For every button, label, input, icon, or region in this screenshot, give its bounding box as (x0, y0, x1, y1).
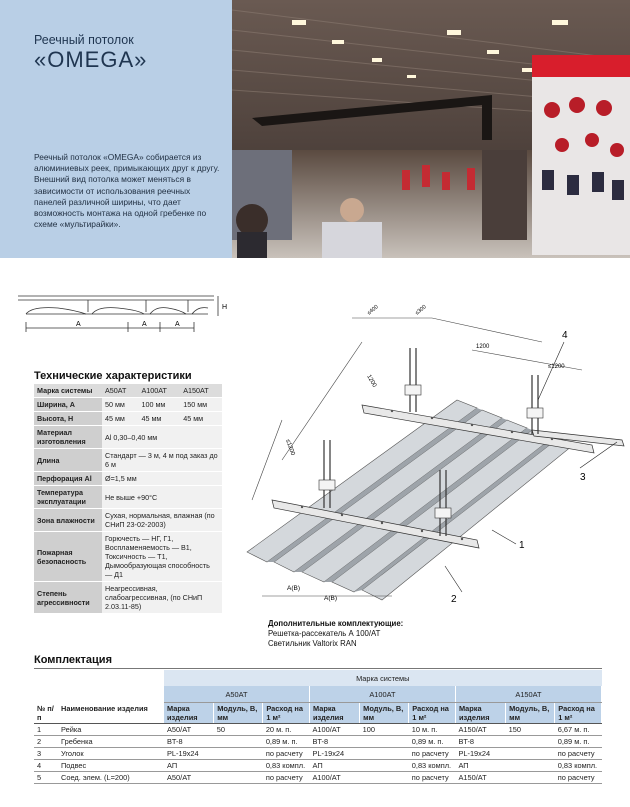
row-cell: 0,89 м. п. (555, 736, 602, 748)
tech-cell: 50 мм (102, 398, 138, 412)
intro-text (34, 152, 220, 230)
row-cell: BT-8 (455, 736, 505, 748)
row-cell: A100/AT (309, 772, 359, 784)
tech-row-width (34, 398, 222, 412)
iso-dim-2: ≤300 (414, 304, 428, 317)
col-header: Модуль, В, мм (360, 703, 409, 724)
tech-label: Перфорация Al (34, 472, 102, 486)
callout-4: 4 (562, 330, 568, 341)
col-header: Марка изделия (164, 703, 214, 724)
row-cell: по расчету (409, 748, 456, 760)
tech-label: Ширина, А (34, 398, 102, 412)
tech-label: Материал изготовления (34, 426, 102, 449)
tech-row-system (34, 384, 222, 398)
iso-dim-5: 1200 (365, 374, 378, 389)
row-cell: BT-8 (309, 736, 359, 748)
tech-cell: A50AT (102, 384, 138, 398)
row-cell (214, 748, 263, 760)
table-row (34, 760, 602, 772)
tech-cell: 45 мм (180, 412, 222, 426)
row-cell: A150/AT (455, 772, 505, 784)
row-cell: 100 (360, 724, 409, 736)
dim-label-a1: A (76, 321, 81, 328)
col-header: Расход на 1 м² (555, 703, 602, 724)
tech-value: Неагрессивная, слабоагрессивная, (по СНиП 2.03.11-85) (102, 582, 222, 614)
row-number: 3 (34, 748, 58, 760)
tech-row (34, 486, 222, 509)
row-cell: АП (455, 760, 505, 772)
komplekt-table (34, 670, 602, 784)
row-cell: 0,83 компл. (555, 760, 602, 772)
row-cell (506, 748, 555, 760)
intro-paragraph-1: Реечный потолок «OMEGA» собирается из алюминиевых реек, примыкающих друг к другу. (34, 152, 220, 174)
tech-value: Сухая, нормальная, влажная (по СНиП 23-02-2003) (102, 509, 222, 532)
dim-label-a2: A (142, 321, 147, 328)
row-cell (506, 736, 555, 748)
row-number: 5 (34, 772, 58, 784)
iso-dim-6: ≤1200 (284, 438, 296, 457)
col-header: Модуль, В, мм (214, 703, 263, 724)
tech-row (34, 426, 222, 449)
row-cell: 50 (214, 724, 263, 736)
tech-label: Марка системы (34, 384, 102, 398)
row-cell: 0,83 компл. (409, 760, 456, 772)
tech-cell: 45 мм (102, 412, 138, 426)
row-cell: PL-19x24 (309, 748, 359, 760)
extra-heading: Дополнительные комплектующие: (268, 619, 404, 628)
row-number: 2 (34, 736, 58, 748)
extra-line-2: Светильник Valtoriх RAN (268, 639, 357, 648)
row-cell (360, 748, 409, 760)
title-panel (0, 0, 232, 258)
table-row (34, 772, 602, 784)
row-cell (506, 760, 555, 772)
col-header: Модуль, В, мм (506, 703, 555, 724)
tech-cell: A150AT (180, 384, 222, 398)
row-name: Соед. элем. (L=200) (58, 772, 164, 784)
row-cell: АП (164, 760, 214, 772)
group-header: A50AT (164, 686, 309, 703)
tech-cell: 100 мм (138, 398, 180, 412)
row-cell: 0,83 компл. (263, 760, 310, 772)
system-label: Марка системы (164, 670, 602, 686)
row-cell: PL-19x24 (455, 748, 505, 760)
tech-row (34, 532, 222, 582)
row-cell: A50/AT (164, 772, 214, 784)
width-label-1: A(B) (287, 585, 300, 592)
tech-label: Степень агрессивности (34, 582, 102, 614)
callout-1: 1 (519, 540, 525, 551)
col-header: Расход на 1 м² (409, 703, 456, 724)
row-cell: 6,67 м. п. (555, 724, 602, 736)
extra-components (268, 619, 403, 649)
row-cell: A50/AT (164, 724, 214, 736)
row-cell: BT-8 (164, 736, 214, 748)
iso-dim-1: ≤400 (366, 304, 380, 317)
tech-label: Длина (34, 449, 102, 472)
tech-cell: 150 мм (180, 398, 222, 412)
row-cell: 0,89 м. п. (409, 736, 456, 748)
iso-dim-3: 1200 (476, 344, 490, 350)
width-label-2: A(B) (324, 595, 337, 602)
row-cell (506, 772, 555, 784)
row-cell: 0,89 м. п. (263, 736, 310, 748)
row-number: 4 (34, 760, 58, 772)
row-cell (360, 772, 409, 784)
tech-title: Технические характеристики (34, 370, 192, 382)
row-cell: A100/AT (309, 724, 359, 736)
table-row (34, 736, 602, 748)
tech-row (34, 582, 222, 614)
row-cell: A150/AT (455, 724, 505, 736)
row-cell: 150 (506, 724, 555, 736)
dim-label-h: H (222, 304, 228, 311)
col-name: Наименование изделия (58, 703, 164, 724)
row-cell: по расчету (555, 748, 602, 760)
group-header: A100AT (309, 686, 455, 703)
row-cell: по расчету (555, 772, 602, 784)
top-band (0, 0, 630, 258)
row-cell: по расчету (409, 772, 456, 784)
extra-line-1: Решетка-рассекатель А 100/АТ (268, 629, 381, 638)
tech-row-height (34, 412, 222, 426)
intro-paragraph-2: Внешний вид потолка может меняться в зависимости от использования реечных панелей различной ширины, что дает возможность монтажа на одной гребенке по схеме «мультирайки». (34, 174, 207, 230)
row-cell: 10 м. п. (409, 724, 456, 736)
row-name: Рейка (58, 724, 164, 736)
col-header: Расход на 1 м² (263, 703, 310, 724)
col-no: № п/п (34, 703, 58, 724)
tech-row (34, 449, 222, 472)
dim-label-a3: A (175, 321, 180, 328)
product-subtitle: Реечный потолок (34, 33, 134, 47)
group-header: A150AT (455, 686, 601, 703)
row-cell: PL-19x24 (164, 748, 214, 760)
row-cell: по расчету (263, 772, 310, 784)
col-header: Марка изделия (309, 703, 359, 724)
row-cell (214, 760, 263, 772)
row-cell (214, 772, 263, 784)
tech-value: Горючесть — НГ, Г1, Воспламеняемость — В1, Токсичность — Т1, Дымообразующая способность — Д1 (102, 532, 222, 582)
profile-section-diagram (18, 290, 230, 340)
iso-dim-4: ≤1200 (548, 364, 565, 370)
column-header-row (34, 703, 602, 724)
row-cell: 20 м. п. (263, 724, 310, 736)
row-cell: АП (309, 760, 359, 772)
row-cell: по расчету (263, 748, 310, 760)
row-name: Гребенка (58, 736, 164, 748)
tech-cell: 45 мм (138, 412, 180, 426)
table-row (34, 724, 602, 736)
tech-cell: A100AT (138, 384, 180, 398)
tech-value: Не выше +90°С (102, 486, 222, 509)
row-number: 1 (34, 724, 58, 736)
table-row (34, 748, 602, 760)
row-cell (360, 760, 409, 772)
row-name: Подвес (58, 760, 164, 772)
tech-label: Зона влажности (34, 509, 102, 532)
callout-3: 3 (580, 472, 586, 483)
col-header: Марка изделия (455, 703, 505, 724)
row-name: Уголок (58, 748, 164, 760)
komplekt-title: Комплектация (34, 654, 112, 666)
product-title: «OMEGA» (34, 47, 148, 72)
callout-2: 2 (451, 594, 457, 605)
tech-value: Al 0,30–0,40 мм (102, 426, 222, 449)
tech-row (34, 472, 222, 486)
tech-value: Стандарт — 3 м, 4 м под заказ до 6 м (102, 449, 222, 472)
assembly-isometric-diagram (232, 290, 630, 625)
tech-table (34, 384, 222, 614)
tech-label: Температура эксплуатации (34, 486, 102, 509)
tech-row (34, 509, 222, 532)
komplekt-divider (34, 668, 602, 669)
store-interior-photo (232, 0, 630, 258)
row-cell (360, 736, 409, 748)
tech-label: Высота, Н (34, 412, 102, 426)
tech-label: Пожарная безопасность (34, 532, 102, 582)
tech-value: Ø=1,5 мм (102, 472, 222, 486)
row-cell (214, 736, 263, 748)
